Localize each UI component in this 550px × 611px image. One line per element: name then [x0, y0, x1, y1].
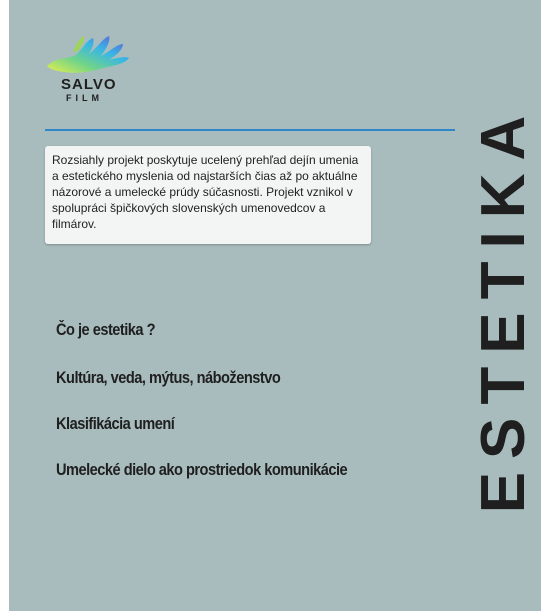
menu-item-co-je-estetika[interactable]: Čo je estetika ?: [56, 320, 156, 339]
project-description: Rozsiahly projekt poskytuje ucelený prehľad dejín umenia a estetického myslenia od najstarších čias až po aktuálne názorové a umelecké prúdy súčasnosti. Projekt vznikol v spolupráci špičkových slovenských umenovedcov a filmárov.: [45, 146, 371, 244]
vertical-title: ESTETIKA: [469, 102, 538, 514]
menu-item-umelecke-dielo[interactable]: Umelecké dielo ako prostriedok komunikácie: [56, 460, 348, 479]
header-divider: [45, 129, 455, 131]
logo-word: SALVO: [61, 76, 117, 93]
menu-item-klasifikacia-umeni[interactable]: Klasifikácia umení: [56, 414, 175, 433]
hand-logo-icon: [43, 30, 133, 78]
salvo-film-logo[interactable]: [43, 30, 133, 108]
page-background: [9, 0, 541, 611]
logo-subword: FILM: [66, 93, 103, 103]
menu-item-kultura-veda-mytus[interactable]: Kultúra, veda, mýtus, náboženstvo: [56, 368, 281, 387]
